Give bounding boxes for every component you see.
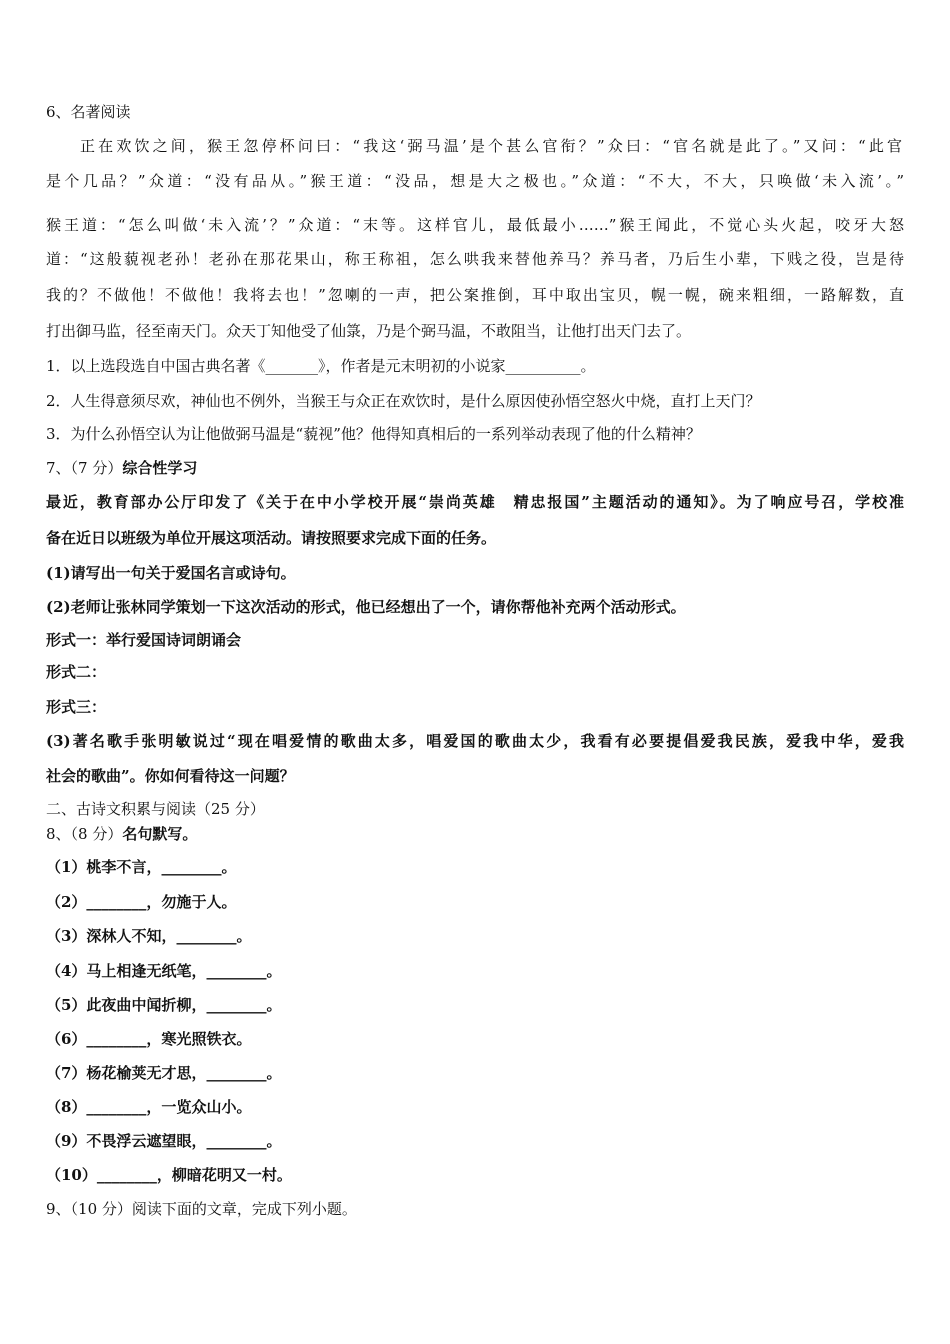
- q8-item-5: （5）此夜曲中闻折柳，________。: [46, 996, 282, 1014]
- q8-item-6: （6）________，寒光照铁衣。: [46, 1030, 252, 1048]
- q7-form-3: 形式三：: [46, 698, 107, 716]
- q7-task-2: (2)老师让张林同学策划一下这次活动的形式，他已经想出了一个，请你帮他补充两个活动形式。: [46, 598, 686, 616]
- q8-item-1: （1）桃李不言，________。: [46, 858, 237, 876]
- q8-title: [46, 824, 197, 844]
- q8-item-4: （4）马上相逢无纸笔，________。: [46, 962, 282, 980]
- q7-title: [46, 458, 197, 478]
- q6-passage-line-1: 正在欢饮之间，猴王忽停杯问曰：“我这‘弼马温’是个甚么官衔？”众曰：“官名就是此了。”又问：“此官: [80, 137, 902, 155]
- q9-title: 9、（10 分）阅读下面的文章，完成下列小题。: [46, 1200, 357, 1218]
- q8-item-10: （10）________，柳暗花明又一村。: [46, 1166, 292, 1184]
- q7-title-prefix: 7、（7 分）: [46, 459, 123, 477]
- q8-item-9: （9）不畏浮云遮望眼，________。: [46, 1132, 282, 1150]
- q6-title: 6、名著阅读: [46, 103, 131, 121]
- q6-question-2: 2．人生得意须尽欢，神仙也不例外，当猴王与众正在欢饮时，是什么原因使孙悟空怒火中烧，直打上天门？: [46, 392, 761, 410]
- q7-task-1: (1)请写出一句关于爱国名言或诗句。: [46, 564, 296, 582]
- q8-title-prefix: 8、（8 分）: [46, 825, 123, 843]
- q7-title-bold: 综合性学习: [122, 459, 198, 477]
- q6-passage-line-6: 打出御马监，径至南天门。众天丁知他受了仙箓，乃是个弼马温，不敢阻当，让他打出天门去了。: [46, 322, 692, 340]
- q6-passage-line-5: 我的？不做他！不做他！我将去也！”忽喇的一声，把公案推倒，耳中取出宝贝，幌一幌，碗来粗细，一路解数，直: [46, 286, 904, 304]
- q7-form-1: 形式一：举行爱国诗词朗诵会: [46, 631, 242, 649]
- q8-item-2: （2）________，勿施于人。: [46, 893, 237, 911]
- q7-body-line-1: 最近，教育部办公厅印发了《关于在中小学校开展“崇尚英雄 精忠报国”主题活动的通知》。为了响应号召，学校准: [46, 493, 904, 511]
- q8-item-7: （7）杨花榆荚无才思，________。: [46, 1064, 282, 1082]
- q7-task-3-line-2: 社会的歌曲”。你如何看待这一问题？: [46, 767, 295, 785]
- section-2-title: 二、古诗文积累与阅读（25 分）: [46, 800, 265, 818]
- q6-passage-line-3: 猴王道：“怎么叫做‘未入流’？”众道：“末等。这样官儿，最低最小……”猴王闻此，不觉心头火起，咬牙大怒: [46, 216, 904, 234]
- q6-passage-line-2: 是个几品？”众道：“没有品从。”猴王道：“没品，想是大之极也。”众道：“不大，不大，只唤做‘未入流’。”: [46, 172, 904, 190]
- q8-title-bold: 名句默写。: [122, 825, 198, 843]
- q8-item-3: （3）深林人不知，________。: [46, 927, 252, 945]
- q7-body-line-2: 备在近日以班级为单位开展这项活动。请按照要求完成下面的任务。: [46, 529, 497, 547]
- q6-question-3: 3．为什么孙悟空认为让他做弼马温是“藐视”他？他得知真相后的一系列举动表现了他的什么精神？: [46, 425, 701, 443]
- q8-item-8: （8）________，一览众山小。: [46, 1098, 252, 1116]
- q6-passage-line-4: 道：“这般藐视老孙！老孙在那花果山，称王称祖，怎么哄我来替他养马？养马者，乃后生小辈，下贱之役，岂是待: [46, 250, 904, 268]
- q7-task-3-line-1: (3)著名歌手张明敏说过“现在唱爱情的歌曲太多，唱爱国的歌曲太少，我看有必要提倡爱我民族，爱我中华，爱我: [46, 732, 904, 750]
- q6-question-1: 1．以上选段选自中国古典名著《_______》，作者是元末明初的小说家__________。: [46, 357, 596, 375]
- q7-form-2: 形式二：: [46, 663, 107, 681]
